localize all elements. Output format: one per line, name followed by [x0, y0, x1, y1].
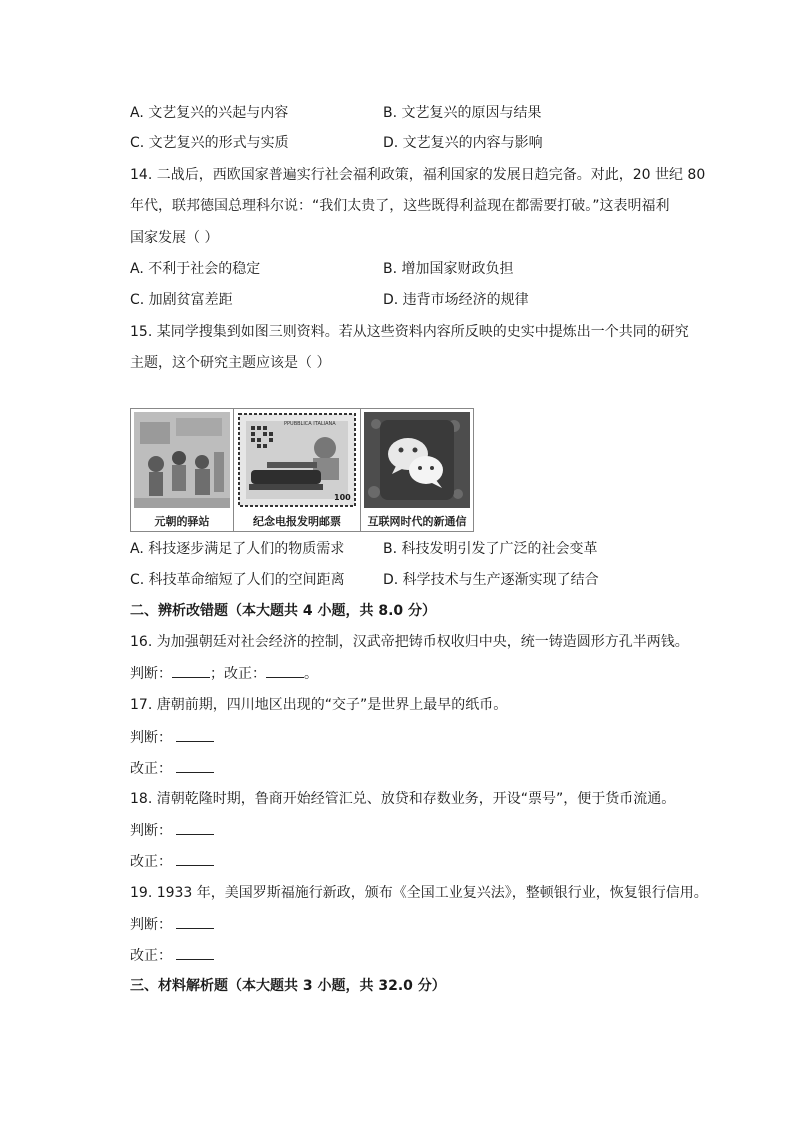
q18-correct-label: 改正：: [130, 854, 172, 870]
q15-option-a: A. 科技逐步满足了人们的物质需求: [130, 541, 345, 557]
q19-stem: 19. 1933 年，美国罗斯福施行新政，颁布《全国工业复兴法》，整顿银行业，恢复银行信用。: [130, 885, 708, 901]
q16-answer-line: [130, 663, 318, 684]
q18-stem: 18. 清朝乾隆时期，鲁商开始经管汇兑、放贷和存数业务，开设“票号”，便于货币流通。: [130, 791, 676, 807]
q16-stem: 16. 为加强朝廷对社会经济的控制，汉武帝把铸币权收归中央，统一铸造圆形方孔半两钱。: [130, 634, 689, 650]
q15-image-3: [361, 409, 473, 531]
q19-correct-line: [130, 945, 214, 966]
q17-correct-blank[interactable]: [176, 758, 214, 773]
q18-judge-line: [130, 820, 214, 841]
q19-judge-blank[interactable]: [176, 914, 214, 929]
q15-image-strip: [130, 408, 474, 532]
section-3-title: 三、材料解析题（本大题共 3 小题，共 32.0 分）: [130, 978, 446, 994]
q19-correct-blank[interactable]: [176, 945, 214, 960]
q19-judge-label: 判断：: [130, 917, 172, 933]
q15-stem-line1: 15. 某同学搜集到如图三则资料。若从这些资料内容所反映的史实中提炼出一个共同的研究: [130, 324, 689, 340]
q17-correct-label: 改正：: [130, 761, 172, 777]
q13-option-c: C. 文艺复兴的形式与实质: [130, 135, 289, 151]
q16-judge-label: 判断：: [130, 666, 172, 682]
q16-judge-blank[interactable]: [172, 663, 210, 678]
q15-image-1-caption: 元朝的驿站: [154, 515, 210, 528]
q15-option-d: D. 科学技术与生产逐渐实现了结合: [383, 572, 599, 588]
stamp-value: 100: [334, 493, 351, 502]
q19-judge-line: [130, 914, 214, 935]
q17-stem: 17. 唐朝前期，四川地区出现的“交子”是世界上最早的纸币。: [130, 697, 508, 713]
q15-option-c: C. 科技革命缩短了人们的空间距离: [130, 572, 345, 588]
q16-correct-blank[interactable]: [266, 663, 304, 678]
q17-judge-blank[interactable]: [176, 727, 214, 742]
wechat-logo-icon: [364, 412, 470, 508]
q17-judge-line: [130, 727, 214, 748]
q18-judge-blank[interactable]: [176, 820, 214, 835]
q15-image-3-caption: 互联网时代的新通信: [367, 515, 467, 528]
q17-correct-line: [130, 758, 214, 779]
q18-correct-blank[interactable]: [176, 851, 214, 866]
q14-stem-line2: 年代，联邦德国总理科尔说：“我们太贵了，这些既得利益现在都需要打破。”这表明福利: [130, 198, 670, 214]
q15-image-2-caption: 纪念电报发明邮票: [253, 515, 341, 528]
q14-stem-line1: 14. 二战后，西欧国家普遍实行社会福利政策，福利国家的发展日趋完备。对此，20 世纪 80: [130, 167, 706, 183]
q14-option-a: A. 不利于社会的稳定: [130, 261, 261, 277]
yuan-post-station-painting-icon: [134, 412, 230, 508]
q13-option-b: B. 文艺复兴的原因与结果: [383, 105, 542, 121]
stamp-country-text: PPUBBLICA ITALIANA: [284, 421, 336, 427]
section-2-title: 二、辨析改错题（本大题共 4 小题，共 8.0 分）: [130, 603, 437, 619]
q19-correct-label: 改正：: [130, 948, 172, 964]
q14-option-c: C. 加剧贫富差距: [130, 292, 233, 308]
q17-judge-label: 判断：: [130, 730, 172, 746]
q15-stem-line2: 主题，这个研究主题应该是（ ）: [130, 355, 331, 371]
q18-correct-line: [130, 851, 214, 872]
q14-option-d: D. 违背市场经济的规律: [383, 292, 529, 308]
q16-correct-label: ；改正：: [210, 666, 266, 682]
q16-end-mark: 。: [304, 666, 318, 682]
q14-stem-line3: 国家发展（ ）: [130, 230, 219, 246]
q14-option-b: B. 增加国家财政负担: [383, 261, 514, 277]
q13-option-a: A. 文艺复兴的兴起与内容: [130, 105, 289, 121]
q18-judge-label: 判断：: [130, 823, 172, 839]
q13-option-d: D. 文艺复兴的内容与影响: [383, 135, 543, 151]
q15-image-2: [234, 409, 361, 531]
q15-option-b: B. 科技发明引发了广泛的社会变革: [383, 541, 598, 557]
q15-image-1: [131, 409, 234, 531]
